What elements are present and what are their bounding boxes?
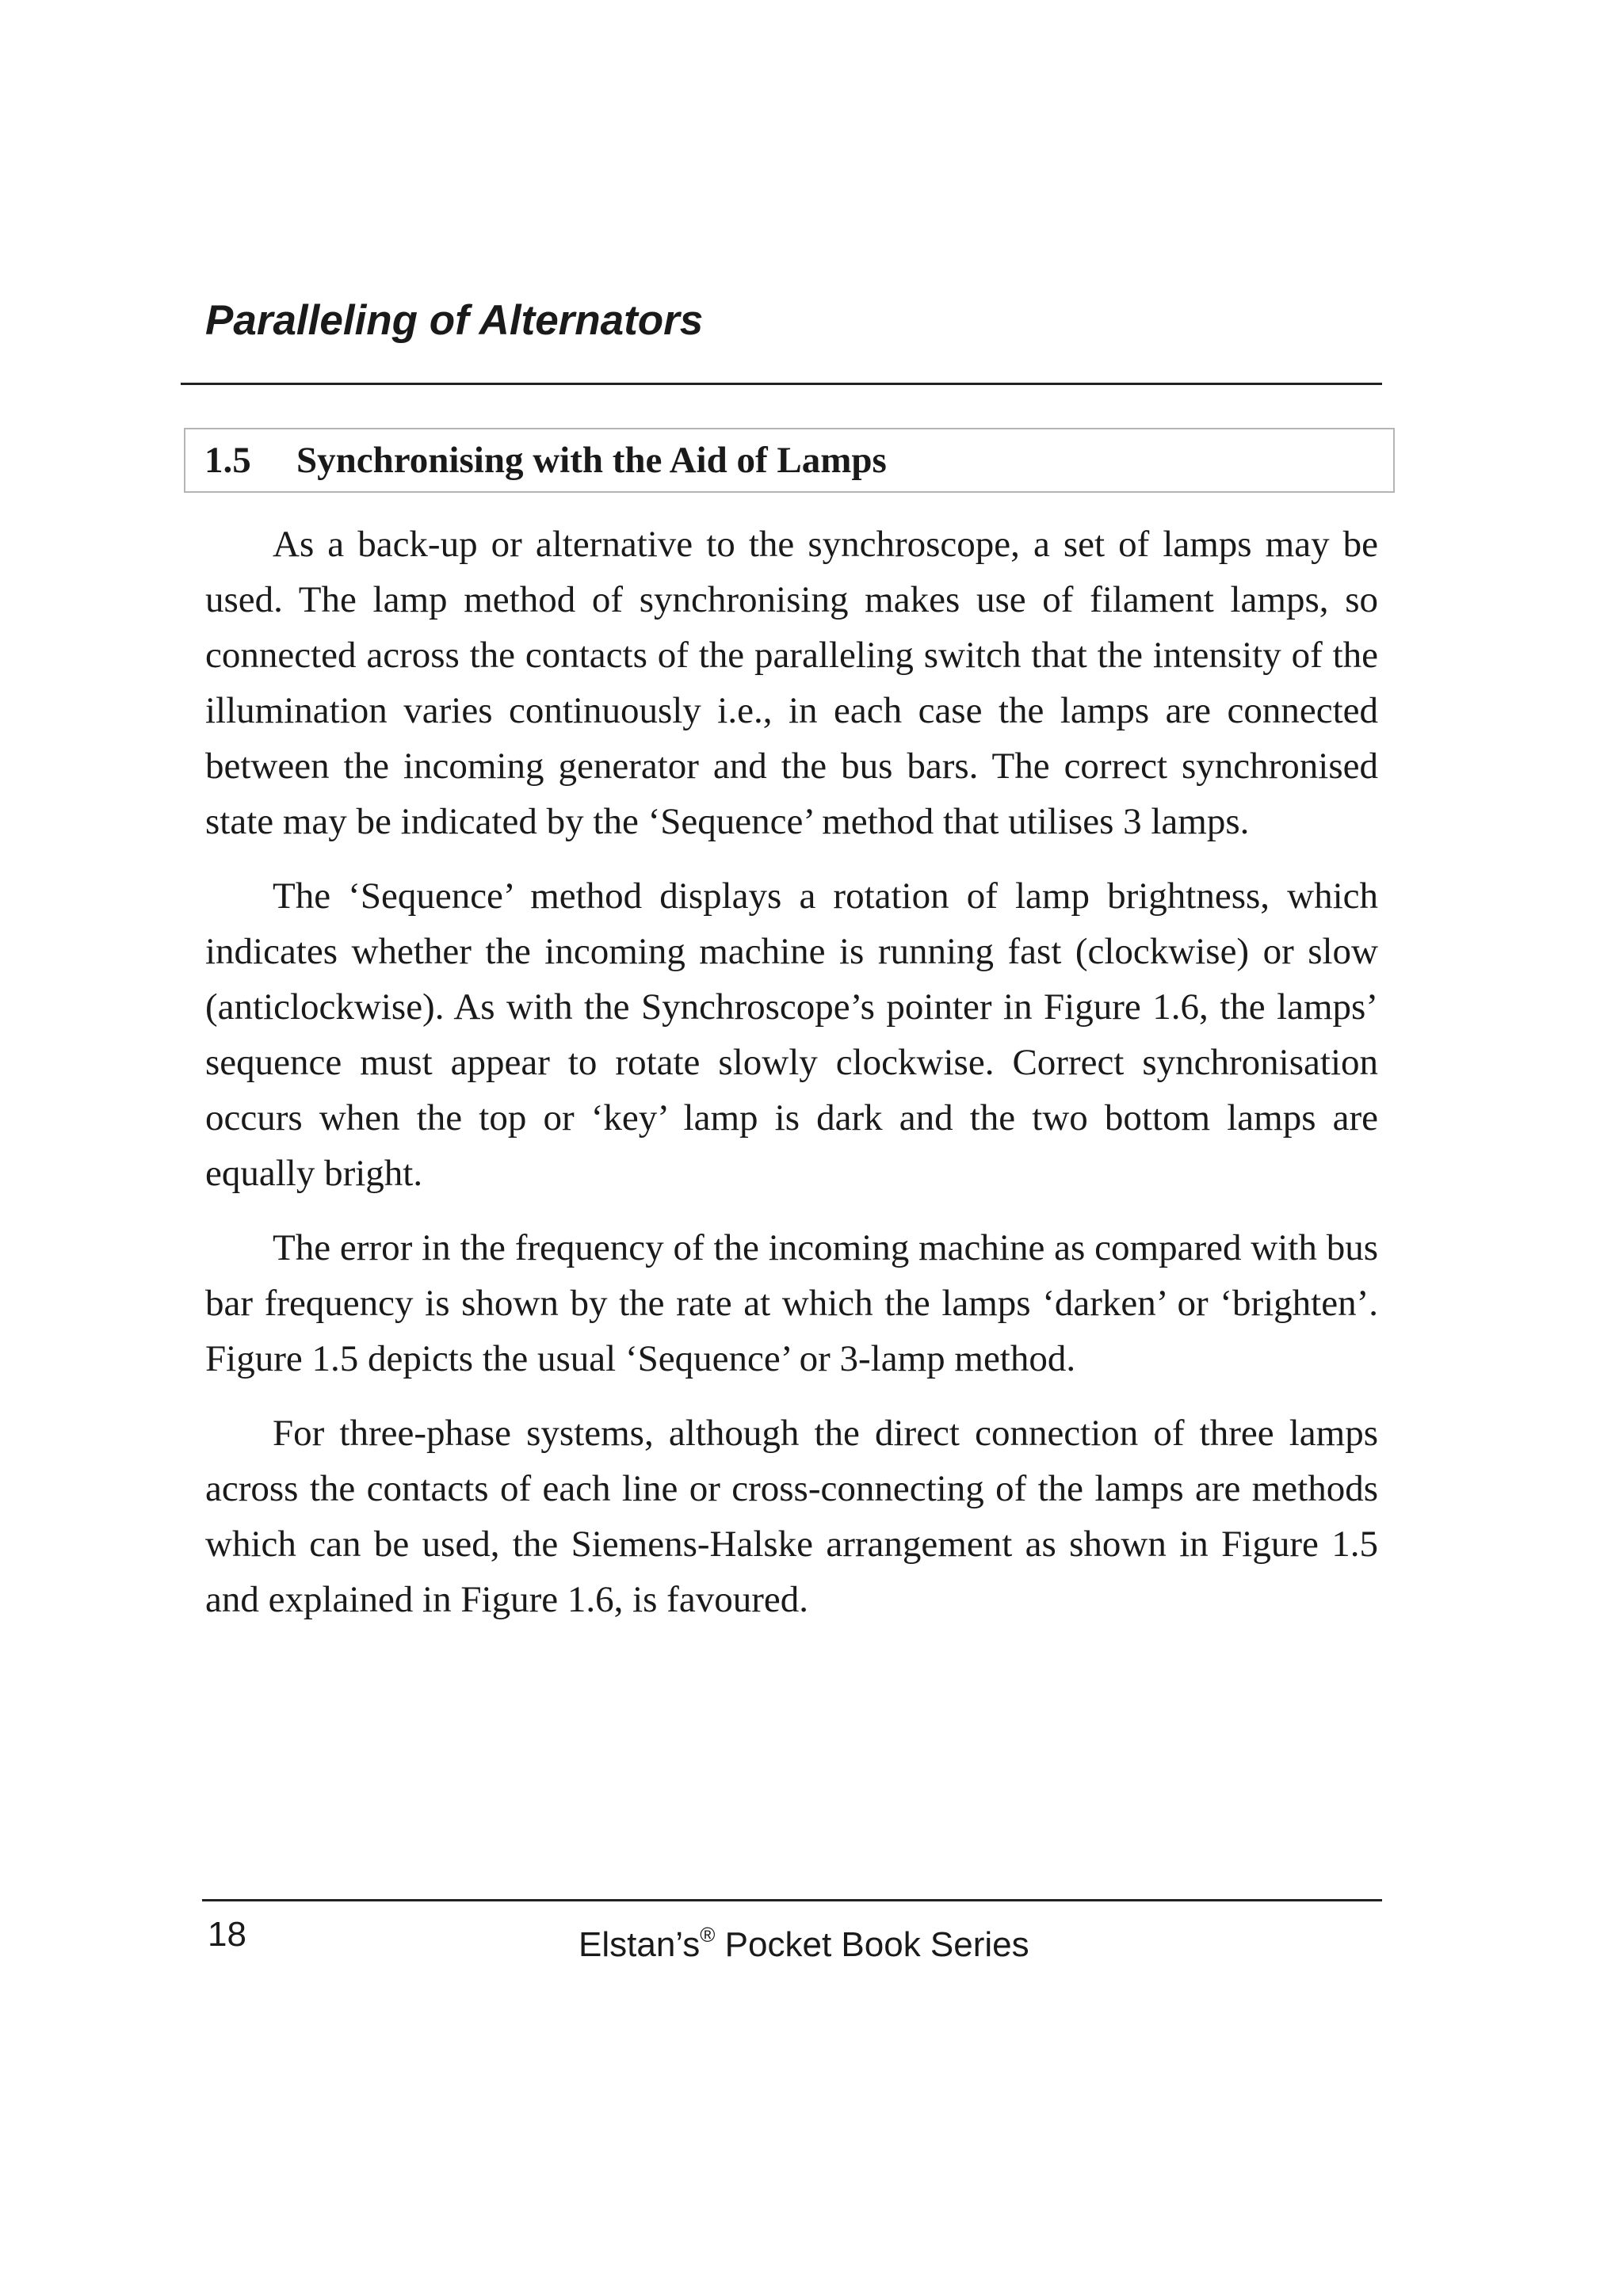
series-suffix: Pocket Book Series: [715, 1925, 1029, 1964]
section-number: 1.5: [204, 440, 251, 481]
registered-mark: ®: [700, 1923, 716, 1947]
body-text: [205, 517, 1378, 1646]
section-heading-box: [184, 428, 1395, 493]
section-title: Synchronising with the Aid of Lamps: [296, 440, 887, 481]
page-number: 18: [208, 1915, 246, 1954]
paragraph: The ‘Sequence’ method displays a rotation of lamp brightness, which indicates whether the incoming machine is running fast (clockwise) or slow (anticlockwise). As with the Synchroscope’s pointer in Figure 1.6, the lamps’ sequence must appear to rotate slowly clockwise. Correct synchronisation occurs when the top or ‘key’ lamp is dark and the two bottom lamps are equally bright.: [205, 875, 1378, 1194]
footer-divider: [202, 1899, 1382, 1901]
series-name-text: Elstan’s: [579, 1925, 701, 1964]
paragraph: The error in the frequency of the incoming machine as compared with bus bar frequency is shown by the rate at which the lamps ‘darken’ or ‘brighten’. Figure 1.5 depicts the usual ‘Sequence’ or 3-lamp method.: [205, 1227, 1378, 1379]
paragraph: For three-phase systems, although the direct connection of three lamps across the contacts of each line or cross-connecting of the lamps are methods which can be used, the Siemens-Halske arrangement as shown in Figure 1.5 and explained in Figure 1.6, is favoured.: [205, 1413, 1378, 1620]
header-divider: [181, 383, 1382, 385]
series-name: [579, 1911, 1029, 1969]
chapter-title: Paralleling of Alternators: [205, 297, 704, 344]
paragraph: As a back-up or alternative to the synchroscope, a set of lamps may be used. The lamp method of synchronising makes use of filament lamps, so connected across the contacts of the paralleling switch that the intensity of the illumination varies continuously i.e., in each case the lamps are connected between the incoming generator and the bus bars. The correct synchronised state may be indicated by the ‘Sequence’ method that utilises 3 lamps.: [205, 524, 1378, 842]
